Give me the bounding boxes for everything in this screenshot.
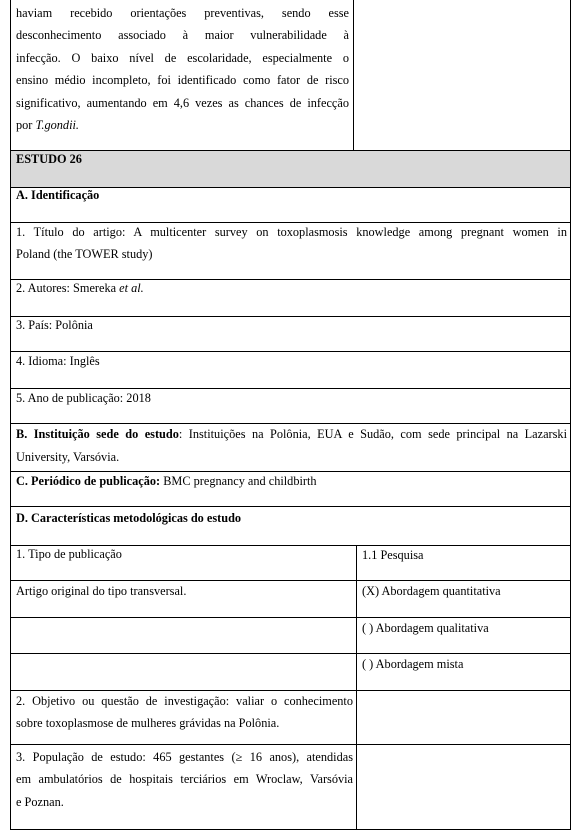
- institution-label: B. Instituição sede do estudo: [16, 427, 179, 441]
- empty-left-cell-1: [10, 617, 358, 655]
- article-title-line-1: 1. Título do artigo: A multicenter survey on toxoplasmosis knowledge among pregnant women in: [16, 225, 567, 239]
- mixed-approach: ( ) Abordagem mista: [362, 657, 464, 671]
- results-line-2: desconhecimento associado à maior vulnerabilidade à: [16, 28, 349, 42]
- journal-label: C. Periódico de publicação:: [16, 474, 161, 488]
- objective-line-1: 2. Objetivo ou questão de investigação: valiar o conhecimento: [16, 694, 353, 708]
- authors-text: [16, 277, 144, 300]
- organism-name: T.gondii.: [35, 118, 79, 132]
- population-line-1: 3. População de estudo: 465 gestantes (≥ 16 anos), atendidas: [16, 750, 353, 764]
- journal-text: [16, 470, 317, 493]
- section-a-title: A. Identificação: [16, 188, 100, 202]
- article-type-text: Artigo original do tipo transversal.: [16, 584, 187, 598]
- country-text: 3. País: Polônia: [16, 318, 93, 332]
- results-line-5: significativo, aumentando em 4,6 vezes as chances de infecção: [16, 96, 349, 110]
- results-line-1: haviam recebido orientações preventivas, sendo esse: [16, 6, 349, 20]
- quantitative-approach: (X) Abordagem quantitativa: [362, 584, 501, 598]
- study-header-title: ESTUDO 26: [16, 152, 82, 166]
- research-text: 1.1 Pesquisa: [362, 548, 424, 562]
- results-line-6-text: por: [16, 118, 36, 132]
- results-line-3: infecção. O baixo nível de escolaridade, especialmente o: [16, 51, 349, 65]
- institution-line-1: [16, 423, 567, 446]
- results-line-4: ensino médio incompleto, foi identificado como fator de risco: [16, 73, 349, 87]
- empty-left-cell-2: [10, 653, 358, 692]
- journal-value: BMC pregnancy and childbirth: [160, 474, 317, 488]
- qualitative-approach: ( ) Abordagem qualitativa: [362, 621, 489, 635]
- previous-study-empty-cell: [353, 0, 571, 152]
- institution-line-2: University, Varsóvia.: [16, 450, 120, 464]
- population-empty-cell: [356, 744, 571, 830]
- section-d-title: D. Características metodológicas do estudo: [16, 511, 242, 525]
- authors-etal: et al.: [119, 281, 144, 295]
- authors-value: 2. Autores: Smereka: [16, 281, 120, 295]
- population-line-2: em ambulatórios de hospitais terciários em Wroclaw, Varsóvia: [16, 772, 353, 786]
- institution-value: : Instituições na Polônia, EUA e Sudão, com sede principal na Lazarski: [178, 427, 567, 441]
- year-text: 5. Ano de publicação: 2018: [16, 391, 151, 405]
- publication-type-text: 1. Tipo de publicação: [16, 547, 122, 561]
- results-line-6: [16, 114, 79, 137]
- population-line-3: e Poznan.: [16, 795, 64, 809]
- article-title-line-2: Poland (the TOWER study): [16, 247, 153, 261]
- objective-line-2: sobre toxoplasmose de mulheres grávidas na Polônia.: [16, 716, 280, 730]
- language-text: 4. Idioma: Inglês: [16, 354, 100, 368]
- country-row: [10, 316, 571, 353]
- objective-empty-cell: [356, 690, 571, 746]
